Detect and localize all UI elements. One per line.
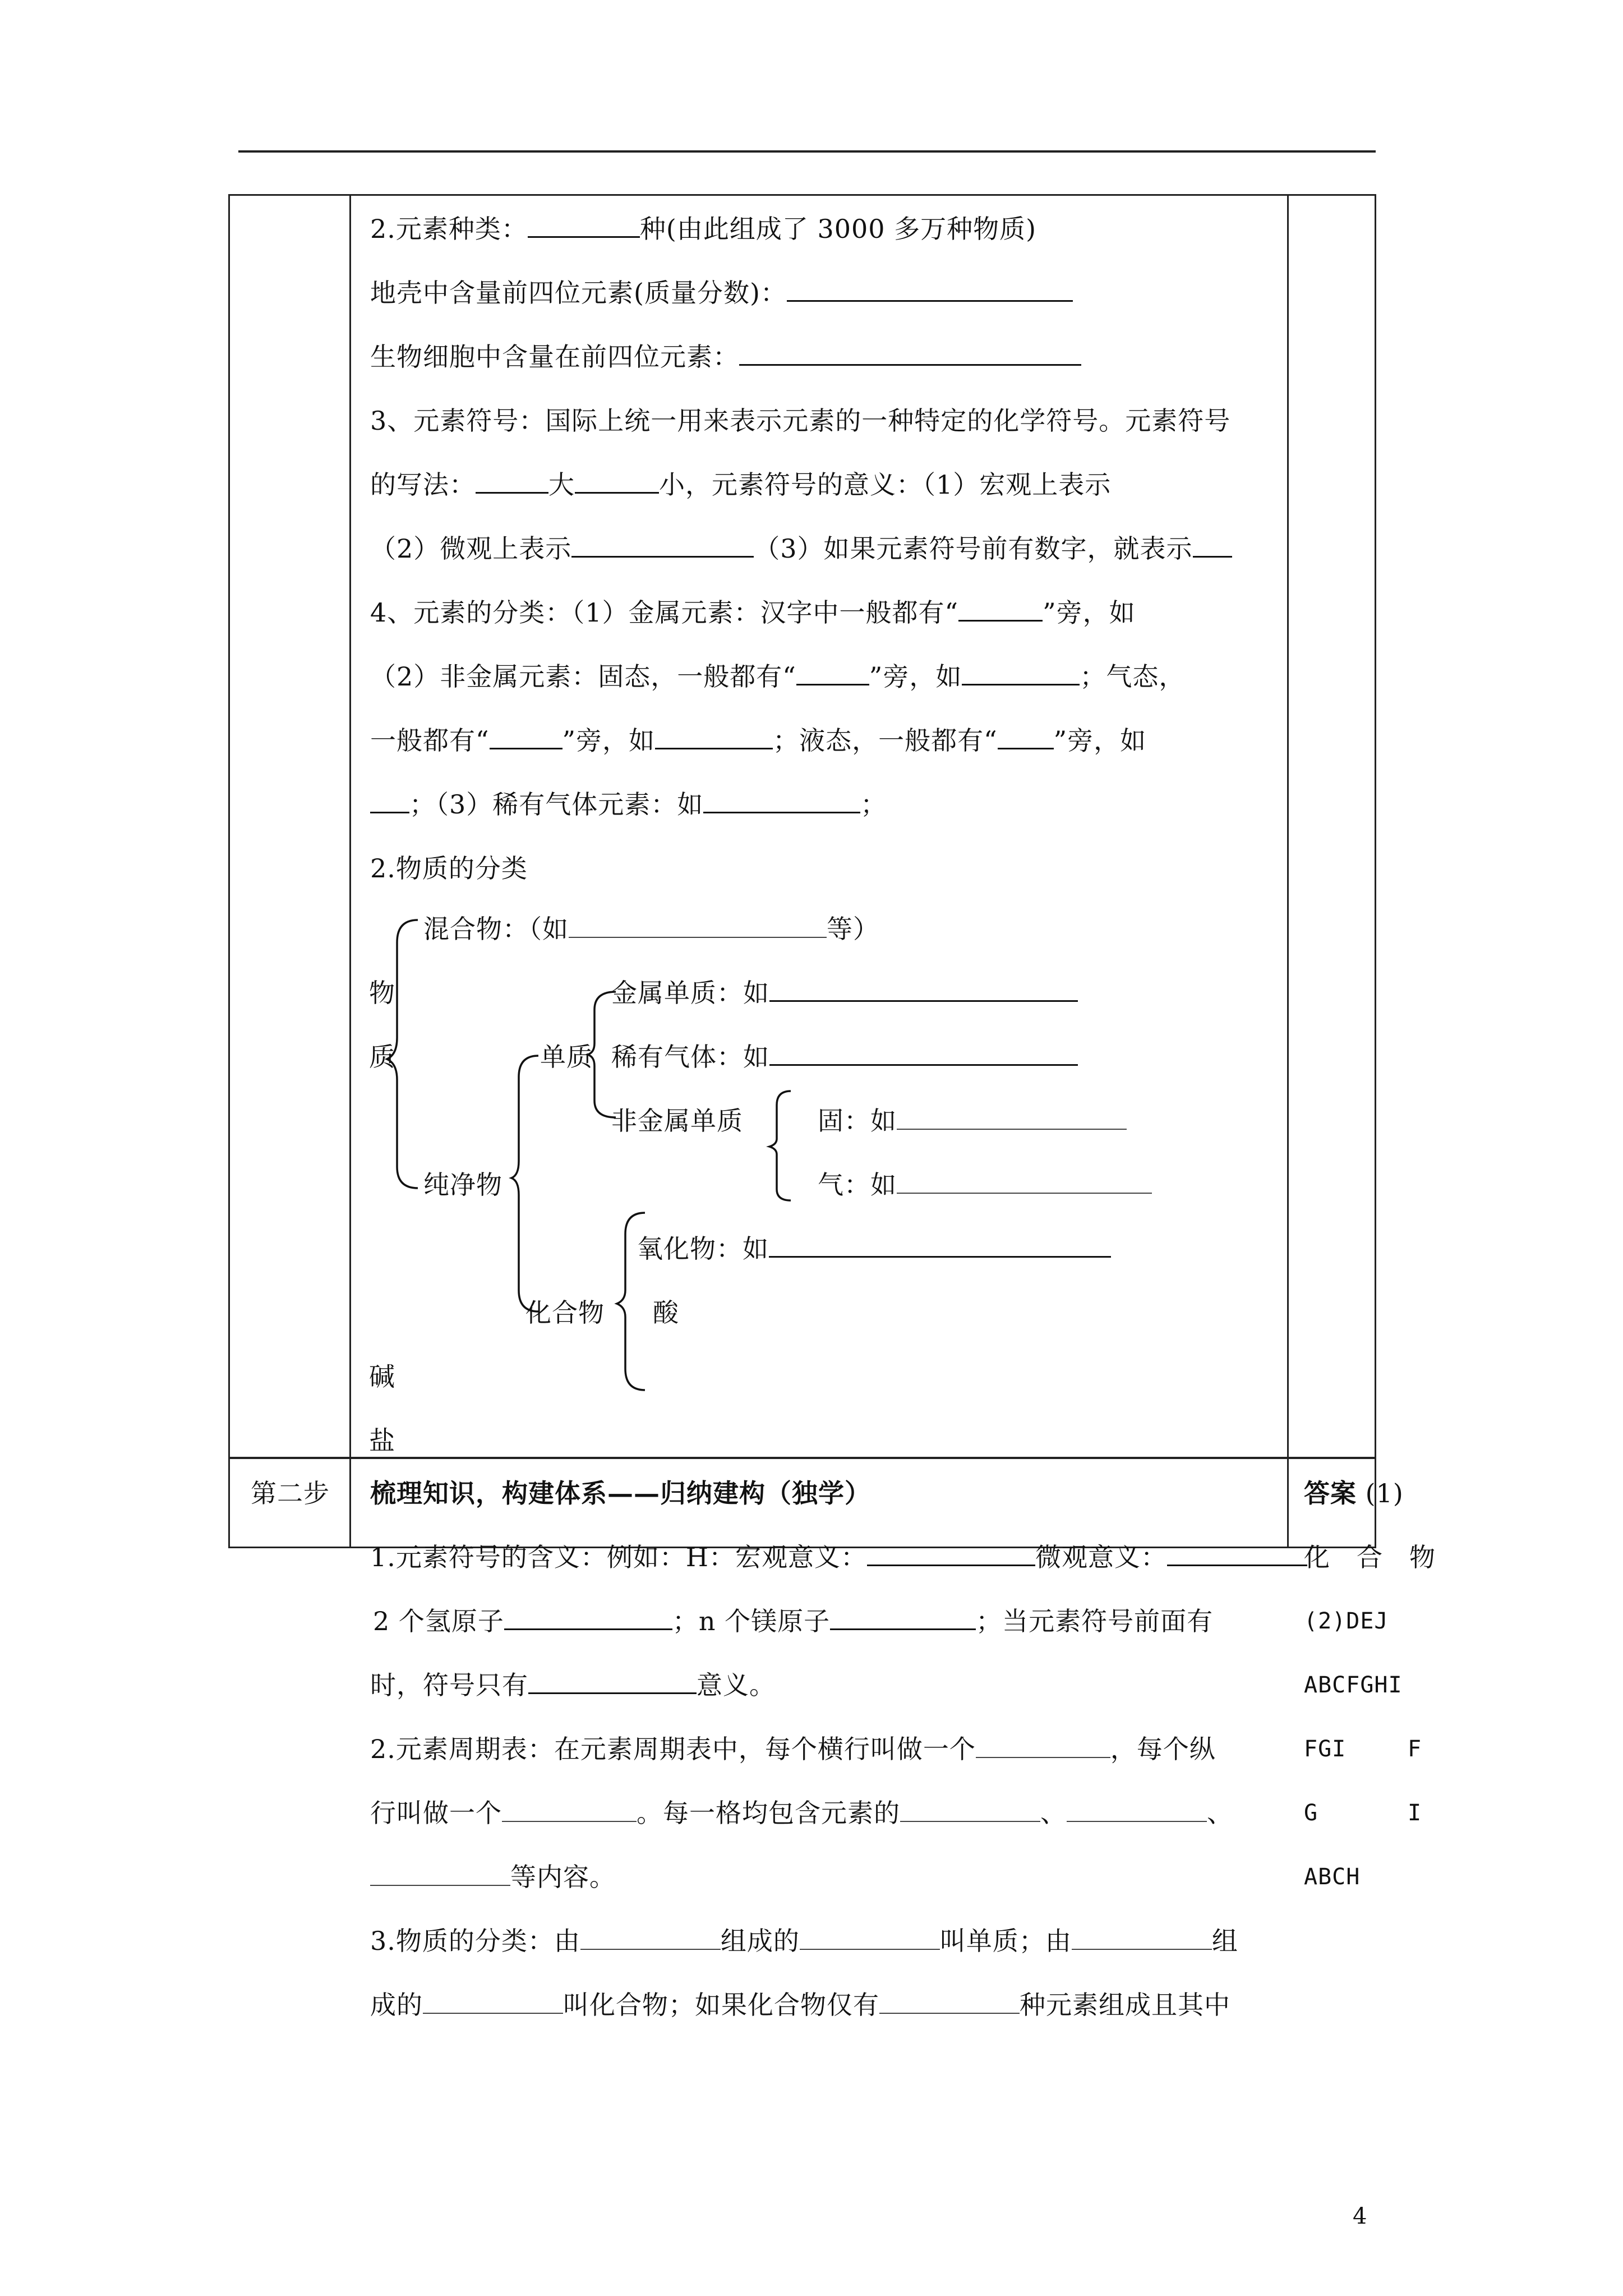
oxide-node: 氧化物：如	[637, 1233, 1111, 1264]
matter-char-zhi: 质	[369, 1042, 395, 1072]
symbol-meaning-line: 1.元素符号的含义：例如：H：宏观意义： 微观意义：	[370, 1542, 1307, 1573]
answer-line-3: ABCFGHI	[1304, 1672, 1403, 1698]
gas-nonmetal-node: 气：如	[818, 1169, 1152, 1200]
answer-line-4a: FGI	[1304, 1736, 1347, 1762]
step-label: 第二步	[251, 1478, 330, 1508]
metal-simple-node: 金属单质：如	[611, 977, 1078, 1009]
nonmetal-simple-node: 非金属单质	[611, 1106, 743, 1136]
classification-definition-line: 3.物质的分类：由 组成的 叫单质；由 组	[370, 1926, 1238, 1956]
answer-line-6: ABCH	[1304, 1864, 1361, 1890]
element-symbol-definition: 3、元素符号：国际上统一用来表示元素的一种特定的化学符号。元素符号	[370, 406, 1231, 436]
rare-gas-node: 稀有气体：如	[611, 1041, 1078, 1073]
classification-definition-line-2: 成的 叫化合物；如果化合物仅有 种元素组成且其中	[370, 1990, 1230, 2020]
rare-gas-line: ；（3）稀有气体元素：如 ；	[370, 789, 887, 820]
simple-substance-node: 单质	[540, 1042, 593, 1072]
cell-elements-line: 生物细胞中含量在前四位元素：	[370, 341, 1081, 372]
pure-substance-node: 纯净物	[423, 1170, 502, 1200]
atom-count-line: 2 个氢原子 ；n 个镁原子 ；当元素符号前面有	[373, 1606, 1214, 1636]
answer-line-2: (2)DEJ	[1304, 1608, 1389, 1634]
answer-line-5b: I	[1408, 1800, 1422, 1826]
answer-line-1: 化 合 物	[1304, 1542, 1436, 1572]
mixture-node: 混合物：（如 等）	[423, 914, 879, 944]
matter-classification-heading: 2.物质的分类	[370, 853, 528, 884]
periodic-table-line: 2.元素周期表：在元素周期表中，每个横行叫做一个 ，每个纵	[370, 1734, 1216, 1764]
micro-meaning-line: （2）微观上表示 （3）如果元素符号前有数字，就表示	[370, 533, 1232, 564]
page-number: 4	[1353, 2203, 1367, 2229]
crust-elements-line: 地壳中含量前四位元素(质量分数)：	[370, 277, 1073, 309]
answer-line-4b: F	[1408, 1736, 1422, 1762]
periodic-table-line-2: 行叫做一个 。每一格均包含元素的 、 、	[370, 1798, 1233, 1828]
base-node: 碱	[369, 1361, 395, 1392]
section2-title: 梳理知识，构建体系——归纳建构（独学）	[370, 1478, 871, 1508]
symbol-writing-line: 的写法： 大 小，元素符号的意义：（1）宏观上表示	[370, 470, 1112, 500]
acid-node: 酸	[653, 1297, 679, 1328]
compound-node: 化合物	[525, 1297, 605, 1328]
nonmetal-gas-liquid-line: 一般都有“ ”旁，如 ；液态，一般都有“ ”旁，如	[370, 725, 1147, 756]
solid-nonmetal-node: 固：如	[818, 1105, 1127, 1137]
nonmetal-solid-line: （2）非金属元素：固态，一般都有“ ”旁，如 ；气态，	[370, 661, 1186, 692]
periodic-table-line-3: 等内容。	[370, 1861, 616, 1893]
element-types-line: 2.元素种类： 种(由此组成了 3000 多万种物质)	[370, 214, 1037, 244]
answers-label: 答案 (1)	[1304, 1478, 1404, 1508]
salt-node: 盐	[369, 1425, 395, 1456]
answer-line-5a: G	[1304, 1800, 1318, 1826]
matter-char-wu: 物	[369, 978, 395, 1008]
metal-element-line: 4、元素的分类：（1）金属元素：汉字中一般都有“ ”旁，如	[370, 597, 1136, 628]
symbol-only-meaning-line: 时，符号只有 意义。	[370, 1670, 776, 1700]
